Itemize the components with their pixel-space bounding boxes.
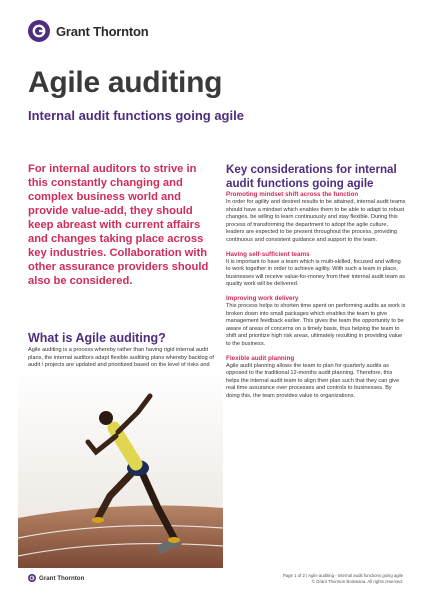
sprinter-photo (18, 368, 223, 568)
section-title: Flexible audit planning (226, 354, 295, 362)
page-subtitle: Internal audit functions going agile (28, 108, 244, 123)
what-is-agile-body: Agile auditing is a process whereby rather than having rigid internal audit plans, the internal auditors adapt flexible auditing plans whereby backlog of audit / projects are updated and prioritized based on the level of risks and (28, 347, 214, 369)
key-considerations-column (226, 163, 406, 406)
section-title: Promoting mindset shift across the function (226, 191, 359, 198)
page-footer (283, 573, 403, 585)
what-is-agile-heading: What is Agile auditing? (28, 331, 166, 345)
section-body: In order for agility and desired results to be attained, internal audit teams should have a mindset which enables them to be able to adapt to robust changes, be willing to learn continuously and stay flexible. During this process of transforming the department to adopt the agile culture, leaders are expected to be present throughout the process, providing continuous and consistent guidance and support to the team. (226, 199, 406, 243)
section-self-sufficient (226, 251, 406, 289)
footer-copyright: © Grant Thornton Botswana. All rights reserved. (311, 579, 403, 584)
page-title: Agile auditing (28, 66, 223, 99)
logo-mark-icon (28, 20, 50, 42)
footer-logo (28, 574, 84, 582)
footer-logo-wordmark: Grant Thornton (39, 574, 85, 582)
section-mindset (226, 191, 406, 245)
footer-page-info: Page 1 of 2 | Agile auditing - Internal audit functions going agile (282, 573, 403, 578)
footer-logo-mark-icon (28, 574, 36, 582)
section-work-delivery (226, 295, 406, 349)
logo-wordmark: Grant Thornton (56, 23, 149, 39)
grant-thornton-logo (28, 20, 149, 42)
key-considerations-heading: Key considerations for internal audit functions going agile (226, 163, 397, 190)
intro-lead-paragraph: For internal auditors to strive in this constantly changing and complex business world and provide value-add, they should keep abreast with current affairs and changes taking place across key industries. Collaboration with other assurance providers should also be considered. (28, 163, 209, 287)
section-body: Agile audit planning allows the team to plan for quarterly audits as opposed to the traditional 12-months audit planning. Therefore, this helps the internal audit team to align their plan such that they can give real time assurance over processes and controls to businesses. By doing this, the team provides value to organizations. (226, 362, 400, 399)
section-title: Improving work delivery (226, 294, 299, 302)
section-audit-planning (226, 355, 406, 401)
section-title: Having self-sufficient teams (226, 250, 310, 258)
section-body: It is important to have a team which is multi-skilled, focused and willing to work together in order to achieve agility. With such a team in place, businesses will receive value-for-money from their internal audit team as quality work will be delivered. (226, 258, 406, 288)
section-body: This process helps to shorten time spent on performing audits as work is broken down into small packages which enables the team to give management feedback earlier. This gives the team the opportunity to be aware of areas of concerns on a timely basis, thus helping the team to shift and prioritize high risk areas, ultimately resulting in providing value to the business. (226, 302, 406, 347)
